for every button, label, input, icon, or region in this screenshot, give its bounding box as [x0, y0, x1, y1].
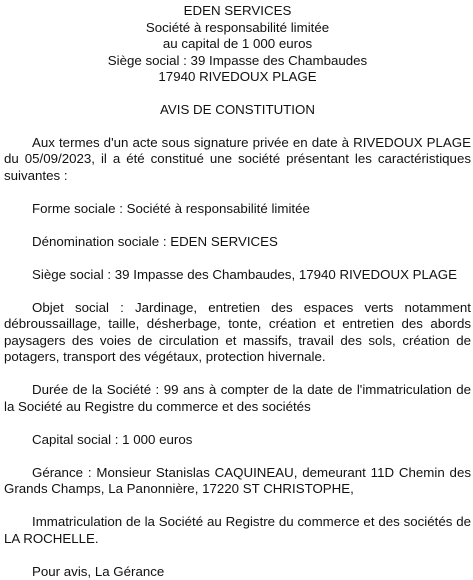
paragraph-intro: Aux termes d'un acte sous signature privée en date à RIVEDOUX PLAGE du 05/09/2023, il a été constitué une société présentant les caractéristiques suivantes : — [4, 135, 471, 185]
paragraph-signature: Pour avis, La Gérance — [4, 564, 471, 580]
company-seat: Siège social : 39 Impasse des Chambaudes — [4, 53, 471, 70]
company-name: EDEN SERVICES — [4, 3, 471, 20]
company-city: 17940 RIVEDOUX PLAGE — [4, 69, 471, 86]
paragraph-capital-social: Capital social : 1 000 euros — [4, 432, 471, 449]
notice-title: AVIS DE CONSTITUTION — [4, 102, 471, 119]
paragraph-siege-social: Siège social : 39 Impasse des Chambaudes, 17940 RIVEDOUX PLAGE — [4, 267, 471, 284]
paragraph-objet-social: Objet social : Jardinage, entretien des espaces verts notamment débroussaillage, taille, désherbage, tonte, création et entretien des abords paysagers des voies de circulation et massifs, travail des sols, création de potagers, transport des végétaux, protection hivernale. — [4, 300, 471, 366]
paragraph-forme-sociale: Forme sociale : Société à responsabilité limitée — [4, 201, 471, 218]
paragraph-duree: Durée de la Société : 99 ans à compter de la date de l'immatriculation de la Société au Registre du commerce et des sociétés — [4, 382, 471, 415]
paragraph-gerance: Gérance : Monsieur Stanislas CAQUINEAU, demeurant 11D Chemin des Grands Champs, La Panonnière, 17220 ST CHRISTOPHE, — [4, 465, 471, 498]
company-form: Société à responsabilité limitée — [4, 20, 471, 37]
company-capital: au capital de 1 000 euros — [4, 36, 471, 53]
paragraph-denomination: Dénomination sociale : EDEN SERVICES — [4, 234, 471, 251]
paragraph-immatriculation: Immatriculation de la Société au Registre du commerce et des sociétés de LA ROCHELLE. — [4, 514, 471, 547]
notice-header — [4, 3, 471, 86]
